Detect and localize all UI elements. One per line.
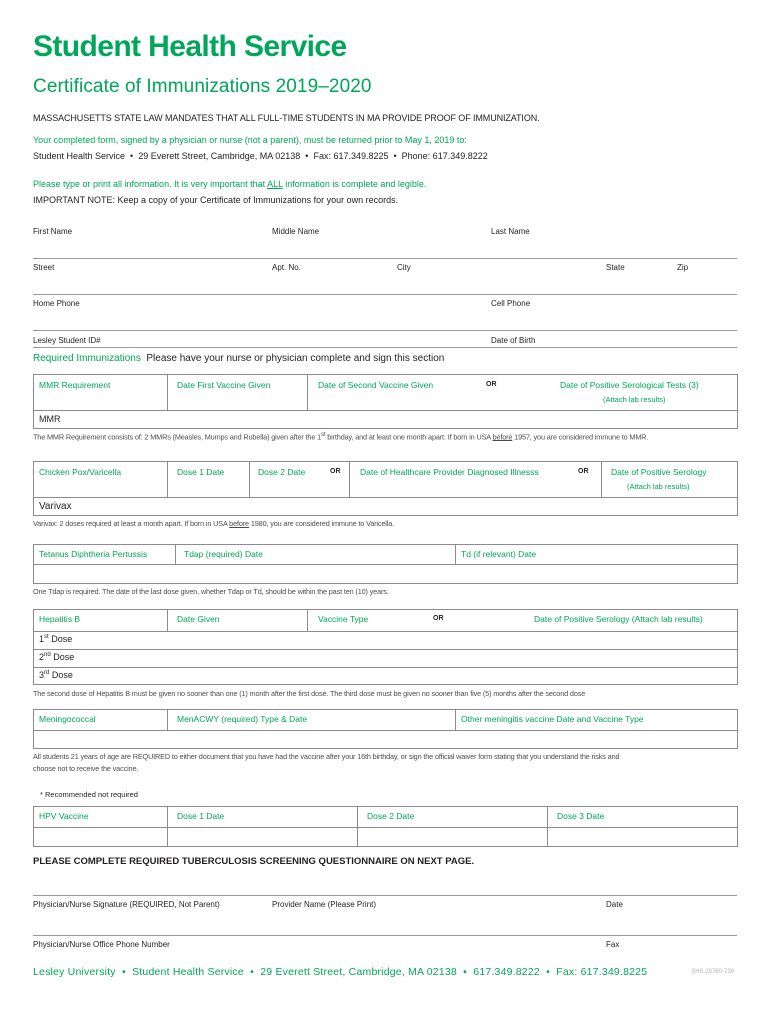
varicella-note-before: before xyxy=(229,519,249,528)
divider xyxy=(249,461,250,497)
dose-number: 3 xyxy=(39,670,45,680)
mening-note-2: choose not to receive the vaccine. xyxy=(33,764,139,773)
divider xyxy=(33,497,738,498)
hepb-dose3-label[interactable] xyxy=(39,670,73,680)
divider xyxy=(33,827,738,828)
contact-address: Student Health Service • 29 Everett Street, Cambridge, MA 02138 • Fax: 617.349.8225 • Phone: 617.349.8222 xyxy=(33,151,488,161)
tdap-date-header[interactable]: Tdap (required) Date xyxy=(184,549,263,559)
last-name-label: Last Name xyxy=(491,227,530,236)
tetanus-note: One Tdap is required. The date of the last dose given, whether Tdap or Td, should be within the past ten (10) years. xyxy=(33,587,389,596)
address-field-line[interactable] xyxy=(33,294,737,295)
mmr-note xyxy=(33,432,648,441)
hepb-type-header[interactable]: Vaccine Type xyxy=(318,614,369,624)
divider xyxy=(455,709,456,730)
mmr-note-c: 1957, you are considered immune to MMR. xyxy=(512,432,649,442)
or-text: OR xyxy=(433,615,444,622)
divider xyxy=(33,730,738,731)
zip-label: Zip xyxy=(677,263,689,272)
menacwy-header[interactable]: MenACWY (required) Type & Date xyxy=(177,714,308,724)
varicella-attach-note: (Attach lab results) xyxy=(627,482,690,491)
divider xyxy=(167,461,168,497)
mmr-serology-header[interactable]: Date of Positive Serological Tests (3) xyxy=(560,380,699,390)
id-field-line[interactable] xyxy=(33,347,737,348)
signature-line[interactable] xyxy=(33,895,737,896)
varicella-serology-header[interactable]: Date of Positive Serology xyxy=(611,467,707,477)
dose-word: Dose xyxy=(50,652,75,662)
hepb-dose1-label[interactable] xyxy=(39,634,72,644)
return-instructions: Your completed form, signed by a physician or nurse (not a parent), must be returned prior to May 1, 2019 to: xyxy=(33,135,467,145)
type-text-a: Please type or print all information. It is very important that xyxy=(33,179,268,189)
hpv-dose2-header[interactable]: Dose 2 Date xyxy=(367,811,415,821)
student-id-label: Lesley Student ID# xyxy=(33,336,101,345)
divider xyxy=(33,631,738,632)
mmr-note-before: before xyxy=(492,432,513,442)
hepb-header: Hepatitis B xyxy=(39,614,81,624)
mmr-first-date-header[interactable]: Date First Vaccine Given xyxy=(177,380,271,390)
required-heading: Required Immunizations xyxy=(33,353,141,364)
tetanus-header: Tetanus Diphtheria Pertussis xyxy=(39,549,148,559)
dose-ordinal: nd xyxy=(44,652,51,658)
fax-label: Fax xyxy=(606,940,620,949)
mmr-requirement-header: MMR Requirement xyxy=(39,380,111,390)
varicella-note-a: Varivax: 2 doses required at least a month apart. If born in USA xyxy=(33,519,230,528)
dose-number: 1 xyxy=(39,634,45,644)
important-note: IMPORTANT NOTE: Keep a copy of your Certificate of Immunizations for your own records. xyxy=(33,195,399,205)
cell-phone-label: Cell Phone xyxy=(491,299,531,308)
divider xyxy=(33,649,738,650)
divider xyxy=(175,544,176,564)
divider xyxy=(307,609,308,631)
mmr-note-sup: st xyxy=(321,432,326,438)
hepb-date-header[interactable]: Date Given xyxy=(177,614,220,624)
hpv-dose3-header[interactable]: Dose 3 Date xyxy=(557,811,605,821)
form-code: SHS.20760-739 xyxy=(691,969,734,975)
dose-word: Dose xyxy=(48,634,73,644)
hepb-dose2-label[interactable] xyxy=(39,652,74,662)
dose-word: Dose xyxy=(49,670,73,680)
mening-note-1: All students 21 years of age are REQUIRED to either document that you have had the vaccine after your 16th birthday, or sign the official waiver form stating that you understand the risks and xyxy=(33,752,620,761)
dose-ordinal: rd xyxy=(44,670,50,676)
hpv-dose1-header[interactable]: Dose 1 Date xyxy=(177,811,225,821)
state-label: State xyxy=(606,263,625,272)
page-title: Student Health Service xyxy=(33,30,347,63)
varivax-row-label: Varivax xyxy=(39,501,72,512)
divider xyxy=(349,461,350,497)
divider xyxy=(33,564,738,565)
mmr-note-b: birthday, and at least one month apart. If born in USA xyxy=(325,432,493,442)
tb-notice: PLEASE COMPLETE REQUIRED TUBERCULOSIS SCREENING QUESTIONNAIRE ON NEXT PAGE. xyxy=(33,856,475,867)
hepb-note: The second dose of Hepatitis B must be given no sooner than one (1) month after the first dose. The third dose must be given no sooner than five (5) months after the second dose xyxy=(33,689,586,698)
mmr-attach-note: (Attach lab results) xyxy=(603,395,666,404)
varicella-note-b: 1980, you are considered immune to Varicella. xyxy=(248,519,395,528)
footer-text: Lesley University • Student Health Service • 29 Everett Street, Cambridge, MA 02138 • 617.349.8222 • Fax: 617.349.8225 xyxy=(33,966,648,978)
apt-label: Apt. No. xyxy=(272,263,301,272)
varicella-dose2-header[interactable]: Dose 2 Date xyxy=(258,467,306,477)
divider xyxy=(307,374,308,410)
hpv-header: HPV Vaccine xyxy=(39,811,89,821)
divider xyxy=(33,667,738,668)
divider xyxy=(601,461,602,497)
varicella-note xyxy=(33,519,394,528)
hepb-serology-header[interactable]: Date of Positive Serology (Attach lab results) xyxy=(534,614,703,624)
office-phone-label: Physician/Nurse Office Phone Number xyxy=(33,940,170,949)
signature-date-label: Date xyxy=(606,900,623,909)
city-label: City xyxy=(397,263,411,272)
mmr-second-date-header[interactable]: Date of Second Vaccine Given xyxy=(318,380,434,390)
name-field-line[interactable] xyxy=(33,258,737,259)
home-phone-label: Home Phone xyxy=(33,299,80,308)
required-heading-row xyxy=(33,353,444,364)
dob-label: Date of Birth xyxy=(491,336,536,345)
dose-ordinal: st xyxy=(44,634,49,640)
type-text-b: information is complete and legible. xyxy=(282,179,427,189)
or-text: OR xyxy=(486,381,497,388)
or-text: OR xyxy=(330,468,341,475)
office-phone-line[interactable] xyxy=(33,935,737,936)
recommended-note: * Recommended not required xyxy=(40,790,138,799)
type-instructions xyxy=(33,179,426,189)
middle-name-label: Middle Name xyxy=(272,227,320,236)
provider-name-label: Provider Name (Please Print) xyxy=(272,900,377,909)
other-mening-header[interactable]: Other meningitis vaccine Date and Vaccine Type xyxy=(461,714,644,724)
divider xyxy=(167,374,168,410)
varicella-dose1-header[interactable]: Dose 1 Date xyxy=(177,467,225,477)
first-name-label: First Name xyxy=(33,227,73,236)
td-date-header[interactable]: Td (if relevant) Date xyxy=(461,549,537,559)
divider xyxy=(167,709,168,730)
phone-field-line[interactable] xyxy=(33,330,737,331)
divider xyxy=(455,544,456,564)
divider xyxy=(33,410,738,411)
law-statement: MASSACHUSETTS STATE LAW MANDATES THAT ALL FULL-TIME STUDENTS IN MA PROVIDE PROOF OF IMMUNIZATION. xyxy=(33,113,540,123)
page-subtitle: Certificate of Immunizations 2019–2020 xyxy=(33,76,372,97)
divider xyxy=(167,609,168,631)
mmr-note-a: The MMR Requirement consists of: 2 MMRs (Measles, Mumps and Rubella) given after the 1 xyxy=(33,432,322,442)
type-text-all: ALL xyxy=(267,179,283,189)
mmr-row-label: MMR xyxy=(39,414,61,424)
or-text: OR xyxy=(578,468,589,475)
varicella-diagnosis-header[interactable]: Date of Healthcare Provider Diagnosed Illnesss xyxy=(360,467,539,477)
meningococcal-header: Meningococcal xyxy=(39,714,96,724)
dose-number: 2 xyxy=(39,652,45,662)
physician-signature-label: Physician/Nurse Signature (REQUIRED, Not Parent) xyxy=(33,900,220,909)
varicella-header: Chicken Pox/Varicella xyxy=(39,467,122,477)
required-instruction: Please have your nurse or physician complete and sign this section xyxy=(146,353,445,364)
street-label: Street xyxy=(33,263,55,272)
